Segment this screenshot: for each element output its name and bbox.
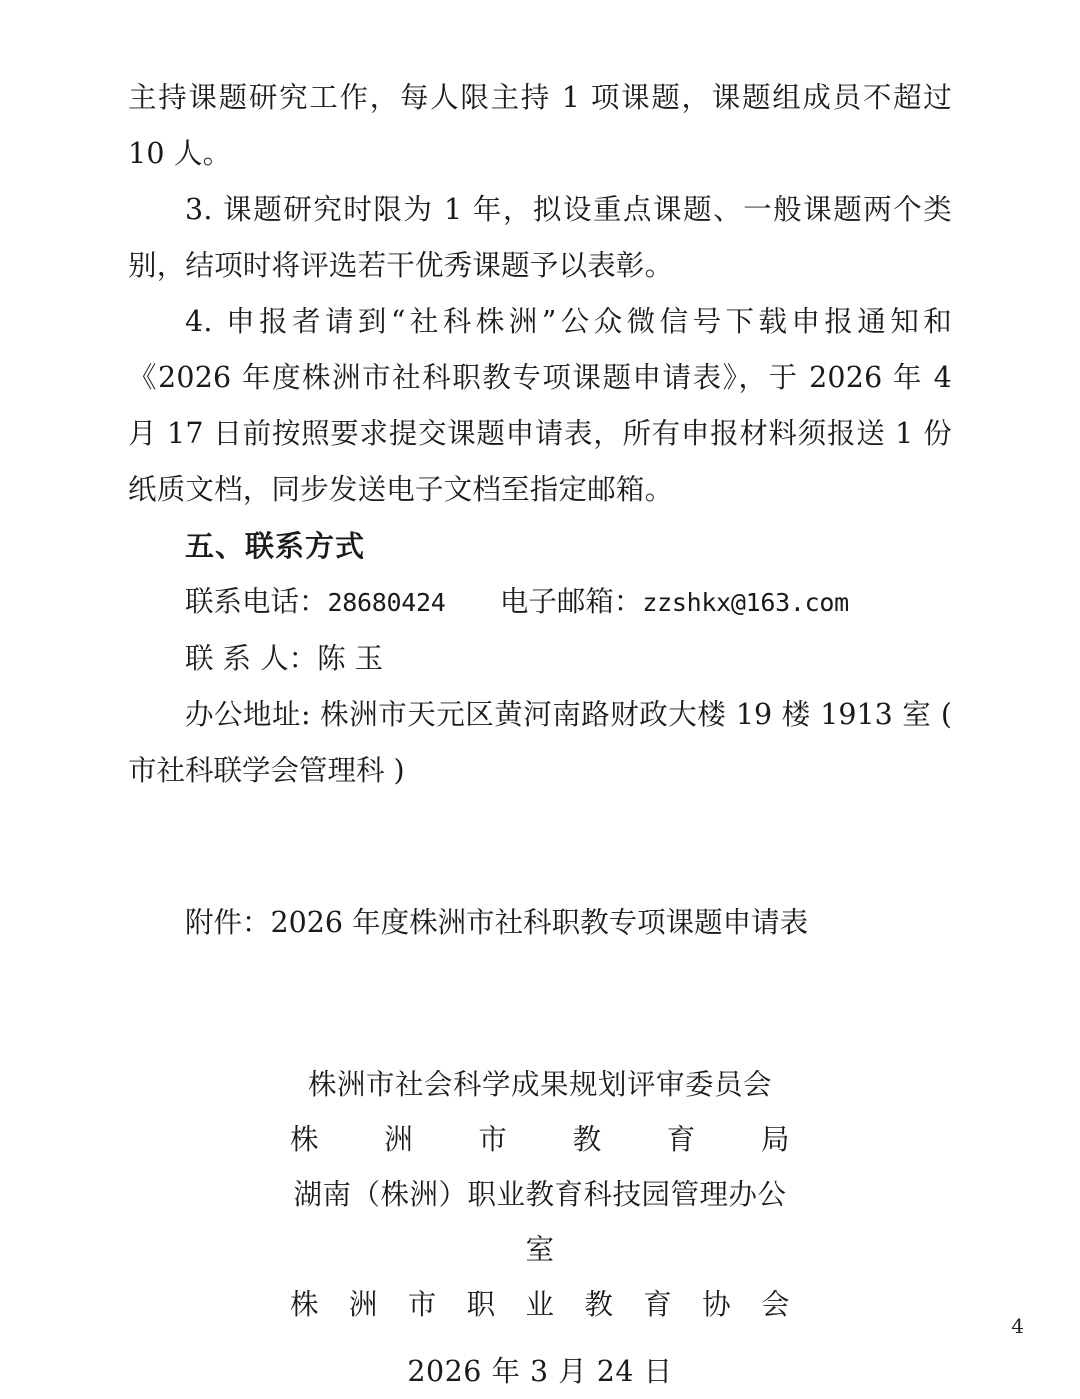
- paragraph-continuation: 主持课题研究工作，每人限主持 1 项课题，课题组成员不超过 10 人。: [128, 81, 952, 170]
- attachment-line: 附件：2026 年度株洲市社科职教专项课题申请表: [185, 906, 809, 939]
- paragraph-item-4: 4. 申报者请到“社科株洲”公众微信号下载申报通知和《2026 年度株洲市社科职教专项课题申请表》，于 2026 年 4 月 17 日前按照要求提交课题申请表，所有申报材料须报送 1 份纸质文档，同步发送电子文档至指定邮箱。: [128, 305, 952, 506]
- signature-block: [128, 1057, 952, 1399]
- contact-address-line: 办公地址: 株洲市天元区黄河南路财政大楼 19 楼 1913 室 ( 市社科联学会管理科 ): [128, 698, 952, 787]
- signature-line-1: 株洲市社会科学成果规划评审委员会: [307, 1068, 772, 1101]
- paragraph-item-3: 3. 课题研究时限为 1 年，拟设重点课题、一般课题两个类别，结项时将评选若干优秀课题予以表彰。: [128, 193, 952, 282]
- spacer-before-attachment: [128, 799, 952, 895]
- signature-line-3: 湖南（株洲）职业教育科技园管理办公室: [293, 1178, 787, 1266]
- section-heading-contact: 五、联系方式: [185, 529, 366, 563]
- contact-person-line: 联 系 人：陈 玉: [185, 642, 384, 675]
- signature-line-2: 株 洲 市 教 育 局: [290, 1123, 790, 1156]
- contact-phone-email-line: [128, 574, 952, 631]
- signature-date: 2026 年 3 月 24 日: [407, 1355, 673, 1388]
- page-number: 4: [1011, 1314, 1024, 1338]
- contact-gap: [446, 585, 500, 618]
- contact-phone-label: 联系电话：: [185, 585, 328, 618]
- spacer-before-signature: [128, 951, 952, 1047]
- contact-email-label: 电子邮箱：: [499, 585, 643, 618]
- signature-line-4: 株 洲 市 职 业 教 育 协 会: [290, 1288, 790, 1321]
- contact-phone-value: 28680424: [327, 588, 446, 617]
- contact-email-value: zzshkx@163.com: [642, 588, 849, 617]
